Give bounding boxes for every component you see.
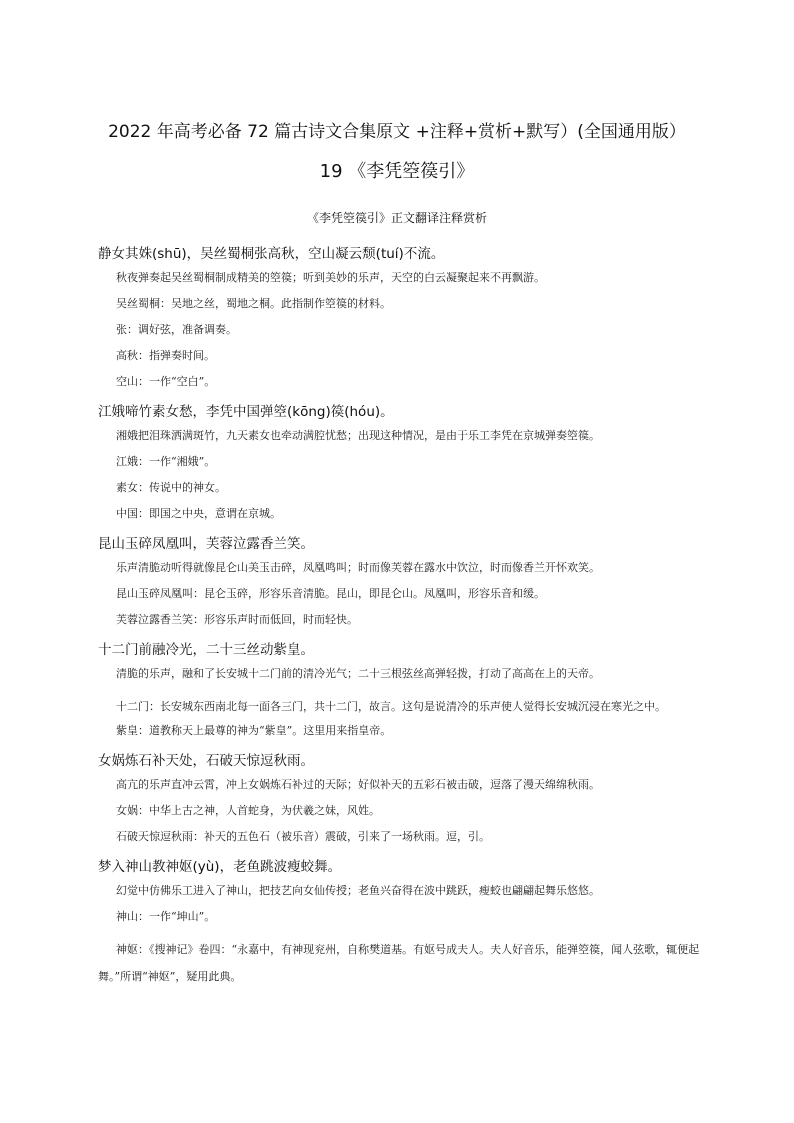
annotation-note: 中国：即国之中央，意谓在京城。 — [116, 507, 281, 520]
poem-line: 昆山玉碎凤凰叫，芙蓉泣露香兰笑。 — [98, 536, 314, 552]
annotation-note: 昆山玉碎凤凰叫：昆仑玉碎，形容乐音清脆。昆山，即昆仑山。凤凰叫，形容乐音和缓。 — [116, 587, 545, 600]
poem-line: 梦入神山教神妪(yù)，老鱼跳波瘦蛟舞。 — [98, 859, 342, 875]
poem-line: 十二门前融冷光，二十三丝动紫皇。 — [98, 642, 314, 658]
section-heading: 《李凭箜篌引》正文翻译注释赏析 — [306, 211, 487, 225]
annotation-note: 神山：一作“坤山”。 — [116, 910, 216, 923]
translation-note: 湘娥把泪珠洒满斑竹，九天素女也牵动满腔忧愁；出现这种情况，是由于乐工李凭在京城弹奏箜篌。 — [116, 429, 600, 442]
translation-note: 清脆的乐声，融和了长安城十二门前的清冷光气；二十三根弦丝高弹轻拨，打动了高高在上的天帝。 — [116, 667, 600, 680]
translation-note: 高亢的乐声直冲云霄，冲上女娲炼石补过的天际；好似补天的五彩石被击破，逗落了漫天绵绵秋雨。 — [116, 778, 600, 791]
annotation-note: 紫皇：道教称天上最尊的神为“紫皇”。这里用来指皇帝。 — [116, 724, 392, 737]
annotation-note: 张：调好弦，准备调奏。 — [116, 323, 237, 336]
translation-note: 乐声清脆动听得就像昆仑山美玉击碎，凤凰鸣叫；时而像芙蓉在露水中饮泣，时而像香兰开怀欢笑。 — [116, 561, 600, 574]
document-title: 2022 年高考必备 72 篇古诗文合集原文 +注释+赏析+默写）(全国通用版） — [108, 122, 686, 142]
poem-content — [98, 243, 730, 990]
annotation-note: 石破天惊逗秋雨：补天的五色石（被乐音）震破，引来了一场秋雨。逗，引。 — [116, 830, 490, 843]
annotation-note: 空山：一作“空白”。 — [116, 375, 216, 388]
annotation-note: 素女：传说中的神女。 — [116, 481, 226, 494]
annotation-note: 吴丝蜀桐：吴地之丝，蜀地之桐。此指制作箜篌的材料。 — [116, 297, 391, 310]
annotation-note: 神妪：《搜神记》卷四：“永嘉中，有神现兖州，自称樊道基。有妪号成夫人。夫人好音乐，能弹箜篌，闻人弦歌，辄便起舞。”所谓“神妪”，疑用此典。 — [98, 943, 700, 983]
poem-title: 19 《李凭箜篌引》 — [319, 161, 475, 182]
annotation-note: 女娲：中华上古之神，人首蛇身，为伏羲之妹，风姓。 — [116, 804, 380, 817]
translation-note: 秋夜弹奏起吴丝蜀桐制成精美的箜篌；听到美妙的乐声，天空的白云凝聚起来不再飘游。 — [116, 271, 545, 284]
annotation-note: 江娥：一作“湘娥”。 — [116, 455, 216, 468]
poem-line: 静女其姝(shū)，吴丝蜀桐张高秋，空山凝云颓(tuí)不流。 — [98, 246, 445, 262]
annotation-note: 芙蓉泣露香兰笑：形容乐声时而低回，时而轻快。 — [116, 613, 358, 626]
translation-note: 幻觉中仿佛乐工进入了神山，把技艺向女仙传授；老鱼兴奋得在波中跳跃，瘦蛟也翩翩起舞乐悠悠。 — [116, 884, 600, 897]
poem-line: 江娥啼竹素女愁，李凭中国弹箜(kōng)篌(hóu)。 — [98, 404, 394, 420]
annotation-note: 十二门：长安城东西南北每一面各三门，共十二门，故言。这句是说清冷的乐声使人觉得长安城沉浸在寒光之中。 — [116, 700, 666, 713]
poem-line: 女娲炼石补天处，石破天惊逗秋雨。 — [98, 753, 314, 769]
annotation-note: 高秋：指弹奏时间。 — [116, 349, 215, 362]
